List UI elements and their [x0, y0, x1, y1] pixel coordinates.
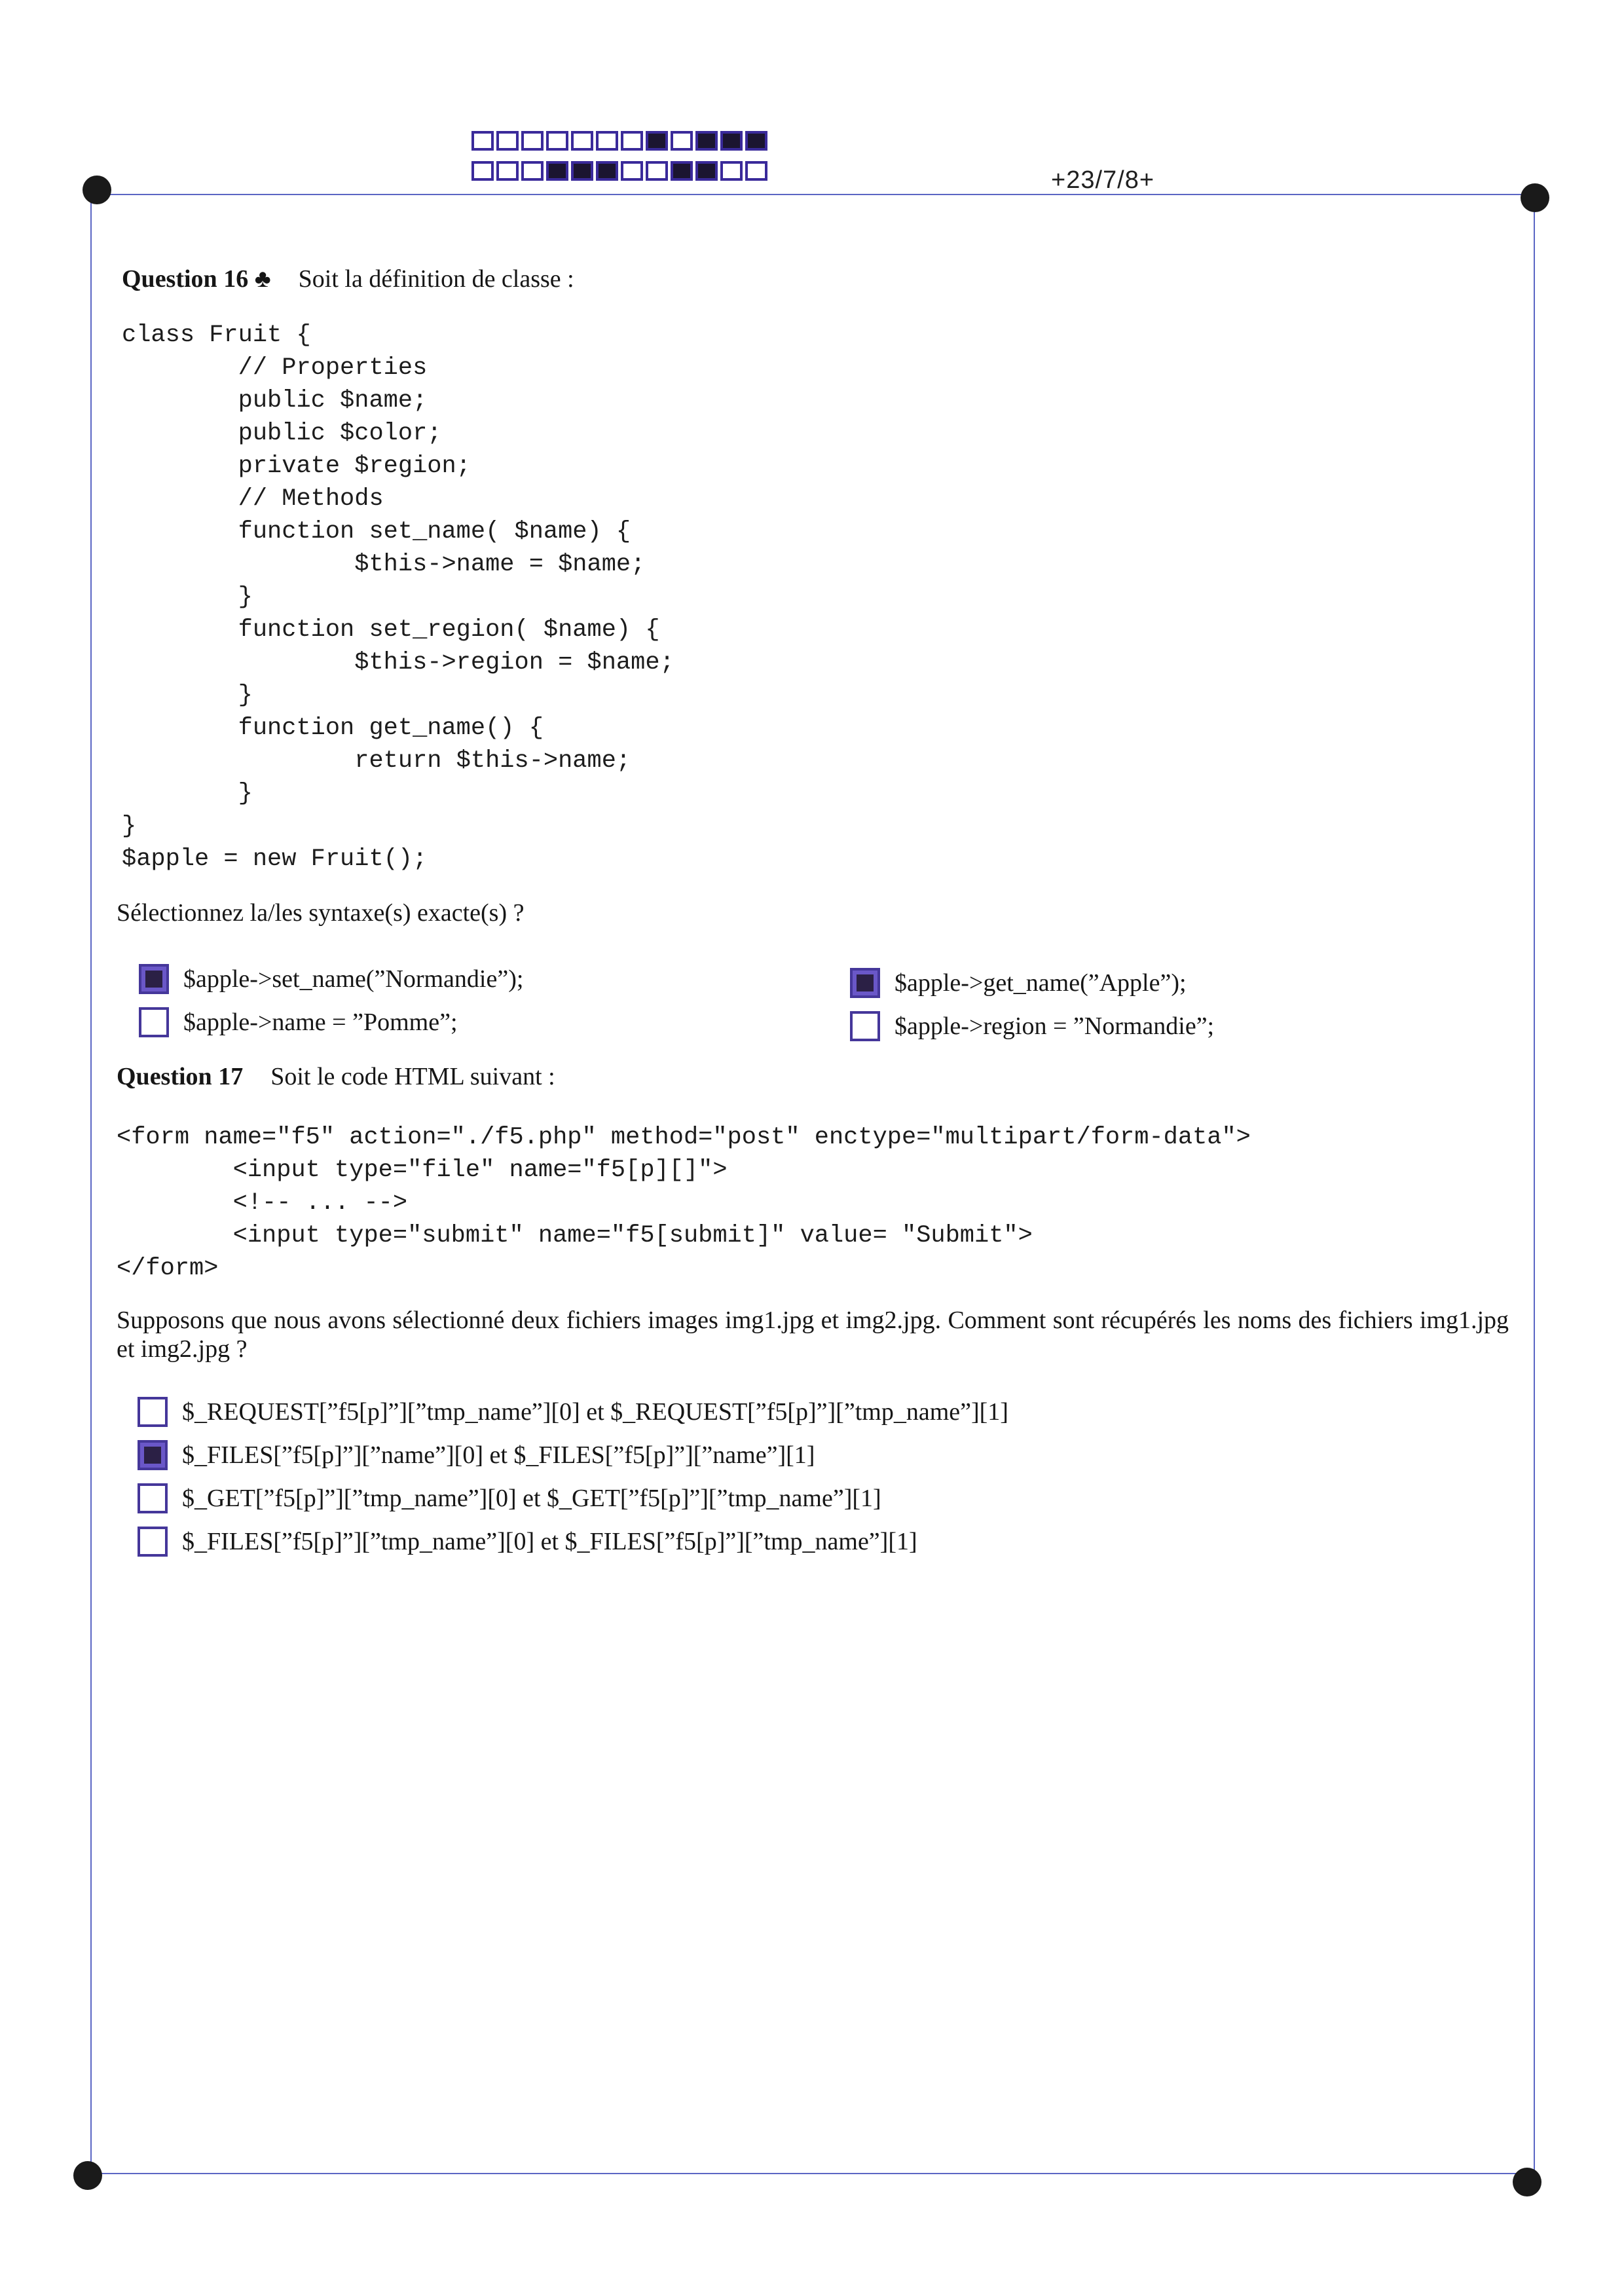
question-16-prompt: Soit la définition de classe : [298, 265, 574, 293]
q16-option-4-label: $apple->region = ”Normandie”; [895, 1012, 1215, 1040]
id-code-cell [571, 131, 593, 151]
q16-option-1-label: $apple->set_name(”Normandie”); [183, 965, 524, 993]
id-code-cell [720, 131, 743, 151]
question-16-header [122, 265, 574, 293]
q17-option-2-checkbox[interactable] [138, 1440, 168, 1470]
id-code-cell [496, 161, 519, 181]
q16-option-4-checkbox[interactable] [850, 1011, 880, 1041]
q16-option-1-checkbox[interactable] [139, 964, 169, 994]
q17-option-2-label: $_FILES[”f5[p]”][”name”][0] et $_FILES[”f5[p]”][”name”][1] [182, 1441, 815, 1469]
corner-mark-top-left [83, 176, 111, 204]
q17-option-3-label: $_GET[”f5[p]”][”tmp_name”][0] et $_GET[”f5[p]”][”tmp_name”][1] [182, 1485, 881, 1512]
id-code-cell [695, 161, 718, 181]
id-code-cell [496, 131, 519, 151]
id-code-cell [471, 131, 494, 151]
question-17-prompt: Soit le code HTML suivant : [270, 1063, 555, 1090]
question-17-header [117, 1062, 555, 1091]
question-16-instruction: Sélectionnez la/les syntaxe(s) exacte(s) ? [117, 899, 525, 927]
question-17-label: Question 17 [117, 1063, 244, 1090]
id-code-cell [546, 161, 568, 181]
id-code-cell [521, 161, 544, 181]
question-17-code: <form name="f5" action="./f5.php" method="post" enctype="multipart/form-data"> <input type="file" name="f5[p][]"> <!-- ... --> <input type="submit" name="f5[submit]" value= "Submit"> </form> [117, 1124, 1251, 1282]
q17-option-1-label: $_REQUEST[”f5[p]”][”tmp_name”][0] et $_REQUEST[”f5[p]”][”tmp_name”][1] [182, 1398, 1008, 1426]
id-code-cell [671, 161, 693, 181]
frame-right-line [1534, 203, 1535, 2179]
q16-option-2-checkbox[interactable] [139, 1007, 169, 1037]
q17-option-4[interactable] [138, 1523, 917, 1560]
q17-option-3-checkbox[interactable] [138, 1483, 168, 1513]
q17-option-3[interactable] [138, 1480, 881, 1517]
frame-bottom-line [98, 2173, 1527, 2174]
q16-option-2-label: $apple->name = ”Pomme”; [183, 1009, 458, 1036]
question-16-label: Question 16 ♣ [122, 265, 271, 293]
id-code-cell [546, 131, 568, 151]
q16-option-3-label: $apple->get_name(”Apple”); [895, 969, 1187, 997]
q16-option-3-checkbox[interactable] [850, 968, 880, 998]
id-code-row-2 [471, 161, 770, 181]
frame-top-line [98, 194, 1536, 195]
q17-option-4-checkbox[interactable] [138, 1527, 168, 1557]
question-17-instruction: Supposons que nous avons sélectionné deux fichiers images img1.jpg et img2.jpg. Comment sont récupérés les noms des fichiers img1.jpg et img2.jpg ? [117, 1306, 1509, 1363]
id-code-cell [745, 161, 767, 181]
id-code-cell [695, 131, 718, 151]
corner-mark-bottom-left [73, 2161, 102, 2190]
q16-option-1[interactable] [139, 961, 523, 997]
corner-mark-top-right [1521, 183, 1549, 212]
id-code-cell [471, 161, 494, 181]
page-id: +23/7/8+ [1051, 166, 1155, 194]
q17-option-2[interactable] [138, 1437, 815, 1473]
question-16-code: class Fruit { // Properties public $name; public $color; private $region; // Methods function set_name( $name) { $this->name = $name; } function set_region( $name) { $this->region = $name; } function get_name() { return $this->name; } } $apple = new Fruit(); [122, 322, 674, 873]
frame-left-line [90, 196, 92, 2173]
q17-option-4-label: $_FILES[”f5[p]”][”tmp_name”][0] et $_FILES[”f5[p]”][”tmp_name”][1] [182, 1528, 917, 1555]
id-code-cell [720, 161, 743, 181]
id-code-cell [596, 161, 618, 181]
corner-mark-bottom-right [1513, 2168, 1541, 2196]
id-code-cell [646, 131, 668, 151]
id-code-row-1 [471, 131, 770, 151]
id-code-cell [621, 131, 643, 151]
id-code-cell [521, 131, 544, 151]
q16-option-3[interactable] [850, 965, 1187, 1001]
id-code-cell [596, 131, 618, 151]
q17-option-1[interactable] [138, 1394, 1008, 1430]
id-code-cell [646, 161, 668, 181]
q16-option-4[interactable] [850, 1008, 1214, 1045]
id-code-cell [745, 131, 767, 151]
id-code-cell [671, 131, 693, 151]
q16-option-2[interactable] [139, 1004, 458, 1041]
q17-option-1-checkbox[interactable] [138, 1397, 168, 1427]
id-code-cell [621, 161, 643, 181]
id-code-cell [571, 161, 593, 181]
